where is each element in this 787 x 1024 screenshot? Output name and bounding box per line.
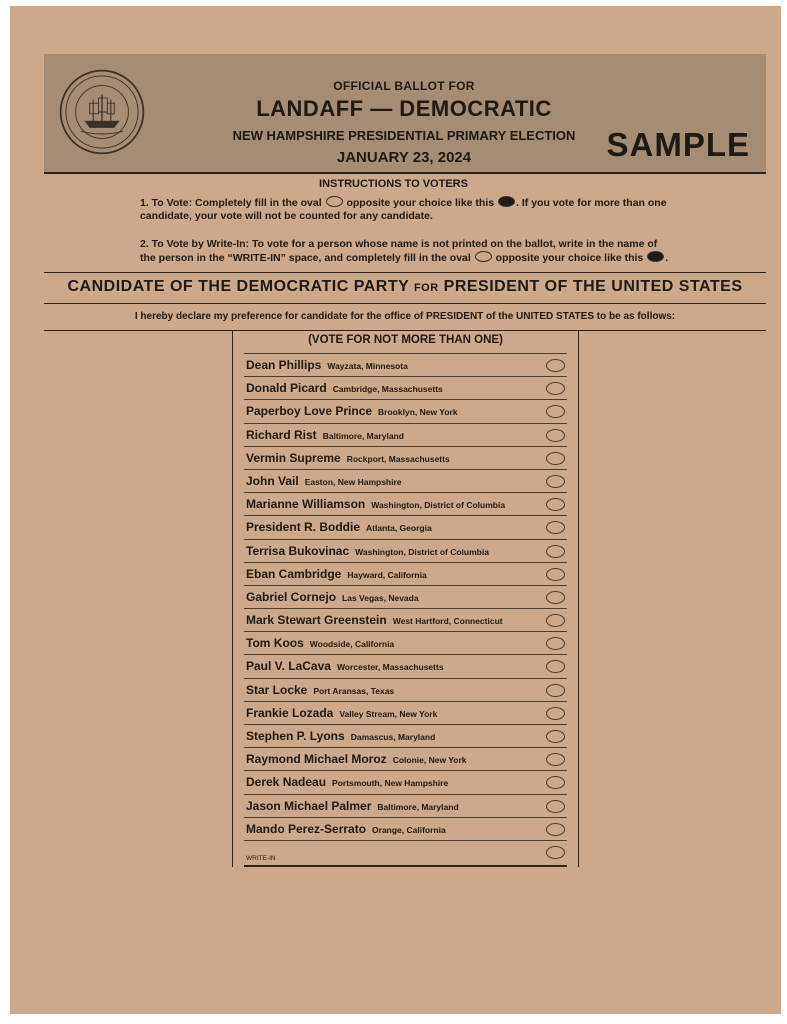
candidate-hometown: Rockport, Massachusetts xyxy=(346,453,450,464)
official-ballot-label: OFFICIAL BALLOT FOR xyxy=(333,79,475,93)
candidate-row[interactable] xyxy=(244,747,567,770)
candidate-row[interactable] xyxy=(244,469,567,492)
candidate-name: Richard Rist xyxy=(246,427,317,442)
vote-oval[interactable] xyxy=(546,800,565,813)
vote-oval[interactable] xyxy=(546,730,565,743)
candidate-row[interactable] xyxy=(244,817,567,840)
candidate-name: Gabriel Cornejo xyxy=(246,589,337,604)
candidate-hometown: Washington, District of Columbia xyxy=(371,500,506,511)
candidate-hometown: Washington, District of Columbia xyxy=(355,546,489,557)
office-title-party: CANDIDATE OF THE DEMOCRATIC PARTY xyxy=(67,278,409,295)
candidate-row[interactable] xyxy=(244,770,567,793)
candidate-label xyxy=(246,428,404,442)
empty-oval-icon xyxy=(326,196,343,207)
vote-oval[interactable] xyxy=(546,823,565,836)
candidate-label xyxy=(246,474,402,488)
vote-oval[interactable] xyxy=(546,382,565,395)
candidate-row[interactable] xyxy=(244,446,567,469)
candidate-row[interactable] xyxy=(244,608,567,631)
empty-oval-icon xyxy=(475,251,492,262)
candidate-name: Eban Cambridge xyxy=(246,566,342,581)
candidate-label xyxy=(246,358,408,372)
vote-oval[interactable] xyxy=(546,429,565,442)
write-in-oval[interactable] xyxy=(546,846,565,859)
candidate-name: Frankie Lozada xyxy=(246,705,334,720)
write-in-label: WRITE-IN xyxy=(246,854,276,862)
candidate-name: Stephen P. Lyons xyxy=(246,729,345,743)
candidate-hometown: Damascus, Maryland xyxy=(350,732,436,742)
candidate-label xyxy=(246,381,443,395)
instruction-2-text-a: 2. To Vote by Write-In: To vote for a person whose name is not printed on the ballot, write in the name of the person in the “WRITE-IN” space, and completely fill in the oval xyxy=(140,238,658,264)
candidate-name: President R. Boddie xyxy=(246,520,361,535)
filled-oval-icon xyxy=(498,196,515,207)
candidate-label xyxy=(246,775,448,789)
candidate-row[interactable] xyxy=(244,399,567,422)
vote-oval[interactable] xyxy=(546,707,565,720)
declaration-text: I hereby declare my preference for candidate for the office of PRESIDENT of the UNITED STATES to be as follows: xyxy=(134,311,676,322)
candidate-hometown: Woodside, California xyxy=(309,639,395,650)
vote-oval[interactable] xyxy=(546,545,565,558)
candidate-hometown: Baltimore, Maryland xyxy=(322,430,404,441)
candidate-row[interactable] xyxy=(244,353,567,376)
divider xyxy=(44,272,766,273)
instruction-1-text-b: opposite your choice like this xyxy=(346,197,495,209)
vote-oval[interactable] xyxy=(546,591,565,604)
vote-oval[interactable] xyxy=(546,568,565,581)
candidate-hometown: Cambridge, Massachusetts xyxy=(332,384,443,395)
candidate-list xyxy=(244,353,567,867)
candidate-label xyxy=(246,497,505,511)
candidate-name: Jason Michael Palmer xyxy=(246,798,372,813)
candidate-name: John Vail xyxy=(246,473,299,488)
candidate-hometown: West Hartford, Connecticut xyxy=(392,616,503,627)
candidate-hometown: Port Aransas, Texas xyxy=(313,685,395,696)
filled-oval-icon xyxy=(647,251,664,262)
candidate-label xyxy=(246,822,446,836)
vote-oval[interactable] xyxy=(546,452,565,465)
candidate-label xyxy=(246,752,467,766)
vote-oval[interactable] xyxy=(546,753,565,766)
write-in-row[interactable] xyxy=(244,840,567,867)
header-text xyxy=(164,64,644,166)
instructions-title: INSTRUCTIONS TO VOTERS xyxy=(319,178,468,190)
candidate-name: Dean Phillips xyxy=(246,358,322,372)
vote-oval[interactable] xyxy=(546,405,565,418)
candidate-hometown: Hayward, California xyxy=(347,569,427,580)
town-party-title: LANDAFF — DEMOCRATIC xyxy=(256,96,552,122)
candidate-hometown: Worcester, Massachusetts xyxy=(336,662,444,673)
vote-oval[interactable] xyxy=(546,359,565,372)
ballot-header xyxy=(44,54,766,174)
candidate-row[interactable] xyxy=(244,539,567,562)
candidate-name: Paul V. LaCava xyxy=(246,659,331,674)
office-title-office: PRESIDENT OF THE UNITED STATES xyxy=(443,278,743,295)
vote-oval[interactable] xyxy=(546,776,565,789)
instruction-step-1 xyxy=(140,196,670,223)
candidate-hometown: Easton, New Hampshire xyxy=(304,476,402,487)
candidate-label xyxy=(246,520,432,534)
instruction-2-text-b: opposite your choice like this xyxy=(495,252,644,264)
candidate-name: Mark Stewart Greenstein xyxy=(246,613,387,628)
candidate-row[interactable] xyxy=(244,515,567,538)
candidate-name: Vermin Supreme xyxy=(246,450,341,465)
column-border-right xyxy=(578,331,579,867)
candidate-row[interactable] xyxy=(244,585,567,608)
office-title xyxy=(44,278,766,296)
candidate-label xyxy=(246,544,489,558)
candidate-name: Paperboy Love Prince xyxy=(246,404,373,419)
candidate-hometown: Baltimore, Maryland xyxy=(377,801,459,812)
candidate-hometown: Las Vegas, Nevada xyxy=(342,592,419,603)
state-seal-icon xyxy=(58,68,146,156)
column-border-left xyxy=(232,331,233,867)
sample-watermark: SAMPLE xyxy=(606,126,750,163)
instruction-1-text-a: 1. To Vote: Completely fill in the oval xyxy=(140,197,322,209)
vote-oval[interactable] xyxy=(546,684,565,697)
instruction-2-text-c: . xyxy=(665,252,669,264)
candidate-label xyxy=(246,683,394,697)
candidate-hometown: Portsmouth, New Hampshire xyxy=(332,778,449,789)
candidate-label xyxy=(246,404,458,418)
divider xyxy=(44,330,766,331)
vote-limit-label: (VOTE FOR NOT MORE THAN ONE) xyxy=(308,334,503,346)
candidate-label xyxy=(246,590,419,604)
vote-oval[interactable] xyxy=(546,614,565,627)
candidate-name: Donald Picard xyxy=(246,381,327,396)
vote-oval[interactable] xyxy=(546,521,565,534)
candidate-row[interactable] xyxy=(244,701,567,724)
candidate-label xyxy=(246,659,444,673)
divider xyxy=(44,303,766,304)
candidate-hometown: Brooklyn, New York xyxy=(378,407,458,418)
candidate-row[interactable] xyxy=(244,562,567,585)
office-title-for: FOR xyxy=(413,282,439,294)
candidate-row[interactable] xyxy=(244,376,567,399)
vote-oval[interactable] xyxy=(546,660,565,673)
candidate-label xyxy=(246,729,435,743)
candidate-hometown: Colonie, New York xyxy=(392,755,467,766)
candidate-row[interactable] xyxy=(244,654,567,677)
candidate-name: Mando Perez-Serrato xyxy=(246,821,367,836)
candidate-name: Marianne Williamson xyxy=(246,497,366,512)
candidate-name: Terrisa Bukovinac xyxy=(246,543,350,558)
candidate-name: Raymond Michael Moroz xyxy=(246,752,387,767)
candidate-hometown: Wayzata, Minnesota xyxy=(327,361,408,371)
candidate-name: Derek Nadeau xyxy=(246,775,327,790)
instruction-step-2 xyxy=(140,238,670,265)
candidate-label xyxy=(246,613,503,627)
instruction-1-text-c: . If you vote for more than one candidate, your vote will not be counted for any candidate. xyxy=(140,197,667,222)
candidate-row[interactable] xyxy=(244,492,567,515)
election-date: JANUARY 23, 2024 xyxy=(336,148,472,166)
candidate-row[interactable] xyxy=(244,631,567,654)
candidate-label xyxy=(246,451,450,465)
candidate-label xyxy=(246,799,459,813)
candidate-hometown: Orange, California xyxy=(372,824,446,835)
candidate-row[interactable] xyxy=(244,794,567,817)
candidate-label xyxy=(246,567,427,581)
candidate-row[interactable] xyxy=(244,678,567,701)
candidate-row[interactable] xyxy=(244,724,567,747)
candidate-name: Tom Koos xyxy=(246,636,304,651)
election-name: NEW HAMPSHIRE PRESIDENTIAL PRIMARY ELECTION xyxy=(232,128,576,144)
candidate-label xyxy=(246,706,437,720)
candidate-label xyxy=(246,636,394,650)
candidate-hometown: Valley Stream, New York xyxy=(339,708,438,719)
candidate-row[interactable] xyxy=(244,423,567,446)
vote-oval[interactable] xyxy=(546,475,565,488)
candidate-name: Star Locke xyxy=(246,682,308,697)
candidate-hometown: Atlanta, Georgia xyxy=(366,523,432,534)
vote-oval[interactable] xyxy=(546,498,565,511)
vote-oval[interactable] xyxy=(546,637,565,650)
